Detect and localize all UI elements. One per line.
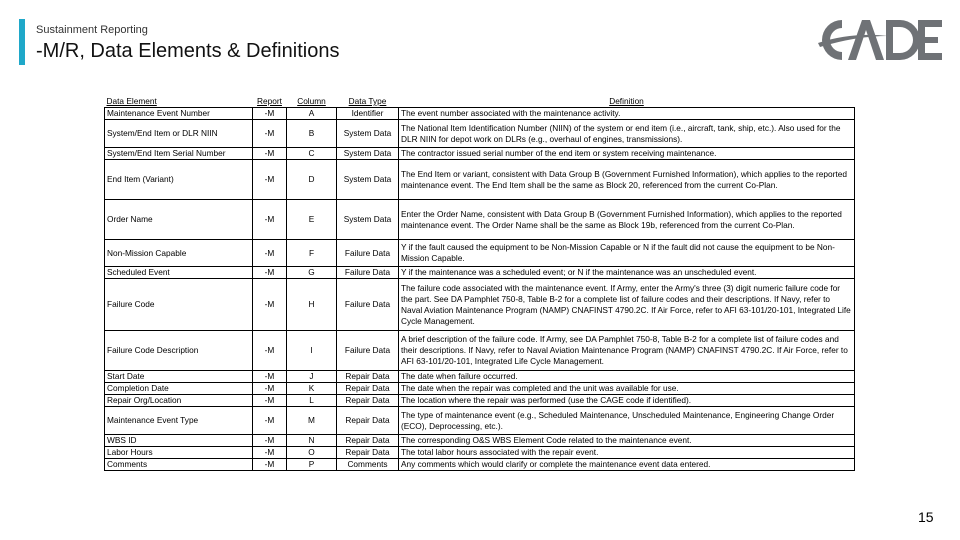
cell-definition: Any comments which would clarify or complete the maintenance event data entered. [399,459,855,471]
cell-data-element: Failure Code Description [105,331,253,371]
header-column: Column [297,96,326,106]
cell-data-type: Repair Data [337,395,399,407]
cell-data-element: Repair Org/Location [105,395,253,407]
cell-data-element: WBS ID [105,435,253,447]
cell-column: C [287,148,337,160]
cell-report: -M [253,383,287,395]
cell-data-type: Repair Data [337,371,399,383]
title-accent-bar [19,19,25,65]
cell-definition: The corresponding O&S WBS Element Code related to the maintenance event. [399,435,855,447]
cell-data-element: Order Name [105,200,253,240]
page-number: 15 [918,509,934,525]
cell-data-type: Identifier [337,108,399,120]
cell-column: D [287,160,337,200]
cell-definition: The event number associated with the maintenance activity. [399,108,855,120]
cell-data-type: System Data [337,160,399,200]
cell-data-type: Failure Data [337,240,399,267]
header-data-type: Data Type [348,96,387,106]
cell-data-element: Scheduled Event [105,267,253,279]
cell-data-element: System/End Item Serial Number [105,148,253,160]
header-report: Report [257,96,282,106]
cell-data-element: Maintenance Event Type [105,407,253,435]
table-row [105,447,855,459]
cell-definition: The total labor hours associated with the repair event. [399,447,855,459]
cell-definition: The National Item Identification Number (NIIN) of the system or end item (i.e., aircraft, tank, ship, etc.). Also used for the DLR NIIN for depot work on DLRs (e.g., overhaul of engines, transmissions). [399,120,855,148]
cell-definition: Enter the Order Name, consistent with Data Group B (Government Furnished Information), which applies to the reported maintenance event. The Order Name shall be the same as Block 19b, referenced from the current Co-Plan. [399,200,855,240]
cell-column: E [287,200,337,240]
cell-report: -M [253,435,287,447]
table-row [105,148,855,160]
cell-data-type: Repair Data [337,407,399,435]
table-row [105,435,855,447]
cell-column: K [287,383,337,395]
cell-column: F [287,240,337,267]
cell-data-element: Completion Date [105,383,253,395]
section-label: Sustainment Reporting [36,24,148,36]
cell-data-type: System Data [337,200,399,240]
cell-column: P [287,459,337,471]
cell-report: -M [253,279,287,331]
cell-definition: The type of maintenance event (e.g., Scheduled Maintenance, Unscheduled Maintenance, Engineering Change Order (ECO), Deprocessing, etc.). [399,407,855,435]
cell-report: -M [253,240,287,267]
cell-report: -M [253,331,287,371]
cell-report: -M [253,200,287,240]
cell-data-type: System Data [337,148,399,160]
cell-column: B [287,120,337,148]
cell-report: -M [253,371,287,383]
cell-report: -M [253,395,287,407]
table-row [105,383,855,395]
cell-report: -M [253,160,287,200]
table-row [105,279,855,331]
cell-report: -M [253,148,287,160]
header-definition: Definition [609,96,644,106]
data-elements-table [104,95,855,471]
cell-data-element: Failure Code [105,279,253,331]
cell-report: -M [253,120,287,148]
table-row [105,240,855,267]
cell-data-element: Non-Mission Capable [105,240,253,267]
cell-definition: The contractor issued serial number of the end item or system receiving maintenance. [399,148,855,160]
cell-data-type: Repair Data [337,447,399,459]
cell-definition: The End Item or variant, consistent with Data Group B (Government Furnished Information), which applies to the reported maintenance event. The End Item shall be the same as Block 20, referenced from the current Co-Plan. [399,160,855,200]
cell-data-element: System/End Item or DLR NIIN [105,120,253,148]
cell-data-type: Failure Data [337,267,399,279]
cell-column: L [287,395,337,407]
cell-data-type: System Data [337,120,399,148]
cell-column: G [287,267,337,279]
table-row [105,120,855,148]
table-row [105,200,855,240]
cell-report: -M [253,108,287,120]
table-row [105,331,855,371]
cell-definition: The location where the repair was performed (use the CAGE code if identified). [399,395,855,407]
cell-definition: Y if the maintenance was a scheduled event; or N if the maintenance was an unscheduled event. [399,267,855,279]
table-row [105,407,855,435]
header-data-element: Data Element [106,96,157,106]
cell-data-element: End Item (Variant) [105,160,253,200]
cell-column: A [287,108,337,120]
cell-column: M [287,407,337,435]
table-row [105,160,855,200]
cell-data-type: Comments [337,459,399,471]
page-title: -M/R, Data Elements & Definitions [36,40,340,62]
table-row [105,459,855,471]
cell-report: -M [253,447,287,459]
table-row [105,371,855,383]
cell-definition: A brief description of the failure code. If Army, see DA Pamphlet 750-8, Table B-2 for a complete list of failure codes and their descriptions. If Navy, refer to Naval Aviation Maintenance Program (NAMP) CNAFINST 4790.2C. If Air Force, refer to AFI 63-101/20-101, Integrated Life Cycle Management. [399,331,855,371]
cell-data-type: Failure Data [337,331,399,371]
cell-data-type: Repair Data [337,383,399,395]
table-body [105,108,855,471]
table-row [105,395,855,407]
cell-data-type: Repair Data [337,435,399,447]
cell-data-element: Maintenance Event Number [105,108,253,120]
cell-report: -M [253,459,287,471]
table-header-row [105,95,855,108]
cell-data-element: Comments [105,459,253,471]
cell-data-element: Labor Hours [105,447,253,459]
cell-column: J [287,371,337,383]
cell-definition: The date when failure occurred. [399,371,855,383]
cell-column: N [287,435,337,447]
cell-definition: The failure code associated with the maintenance event. If Army, enter the Army's three (3) digit numeric failure code for the part. See DA Pamphlet 750-8, Table B-2 for a complete list of failure codes and their descriptions. If Navy, refer to Naval Aviation Maintenance Program (NAMP) CNAFINST 4790.2C. If Air Force, refer to AFI 63-101/20-101, Integrated Life Cycle Management. [399,279,855,331]
cade-logo [812,16,944,64]
table-row [105,108,855,120]
cell-data-element: Start Date [105,371,253,383]
cell-column: H [287,279,337,331]
cell-column: O [287,447,337,459]
cell-definition: Y if the fault caused the equipment to be Non-Mission Capable or N if the fault did not cause the equipment to be Non-Mission Capable. [399,240,855,267]
cell-data-type: Failure Data [337,279,399,331]
cell-report: -M [253,407,287,435]
cell-definition: The date when the repair was completed and the unit was available for use. [399,383,855,395]
table-row [105,267,855,279]
cell-column: I [287,331,337,371]
cell-report: -M [253,267,287,279]
